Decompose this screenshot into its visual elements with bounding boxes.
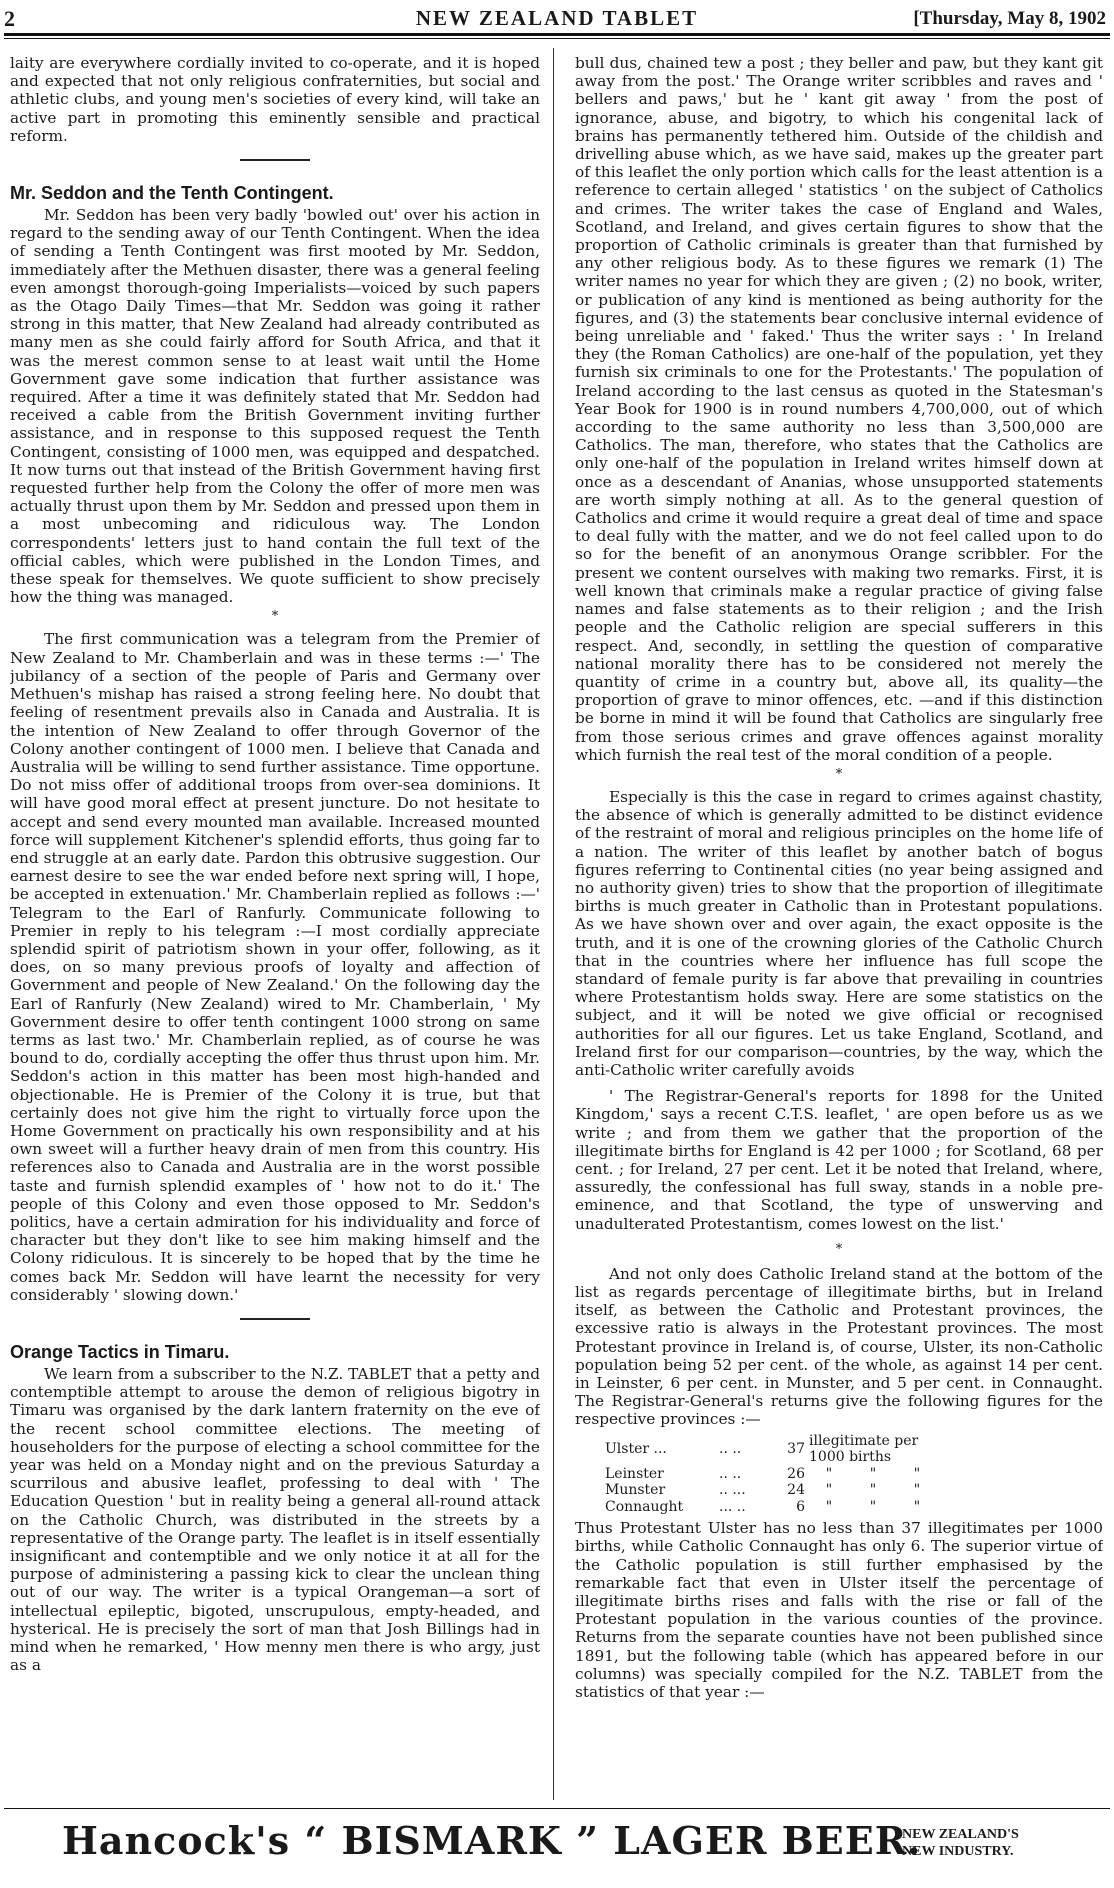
heading-orange-tactics: Orange Tactics in Timaru. [10,1342,230,1362]
value-cell: 6 [796,1498,805,1515]
advertisement-line-2: NEW INDUSTRY. [902,1844,1014,1859]
chastity-paragraph: Especially is this the case in regard to crimes against chastity, the absence of which is generally admitted to be distinct evidence of the restraint of moral and religious principles on the home life of a nation. The writer of this leaflet by another batch of bogus figures referring to Continental cities (no year being assigned and no authority given) tries to show that the proportion of illegitimate births is much greater in Catholic than in Protestant populations. As we have shown over and over again, the exact opposite is the truth, and it is one of the crowning glories of the Catholic Church that in the countries where her influence has full scope the standard of female purity is far above that prevailing in countries where Protestantism holds sway. Here are some statistics on the subject, and it will be noted we give official or recognised authorities for all our figures. Let us take England, Scotland, and Ireland first for our comparison—countries, by the way, which the anti-Catholic writer carefully avoids [575,787,1103,1079]
table-row [605,1482,941,1499]
footer-rule [4,1808,1110,1809]
header-rule [4,33,1110,36]
advertisement-tagline [902,1826,1019,1860]
value-cell: 24 [787,1482,805,1499]
ditto-mark: " [869,1482,877,1499]
intro-paragraph: laity are everywhere cordially invited to co-operate, and it is hoped and expected that not only religious confraternities, but social and athletic clubs, and young men's societies of every kind, will take an active part in promoting this eminently sensible and practical reform. [10,54,540,145]
seddon-paragraph-2: The first communication was a telegram from the Premier of New Zealand to Mr. Chamberlain and was in these terms :—' The jubilancy of a section of the people of Paris and Germany over Methuen's mishap has raised a strong feeling here. No doubt that feeling of resentment prevails also in Canada and Australia. It is the intention of New Zealand to offer through Governor of the Colony another contingent of 1000 men. I believe that Canada and Australia will be willing to send further assistance. Time opportune. Do not miss offer of additional troops from over-sea dominions. It will have good moral effect at present juncture. Do not hesitate to accept and send every mounted man available. Increased mounted force will supplement Kitchener's splendid efforts, thus going far to end struggle at an early date. Pardon this obtrusive suggestion. Our earnest desire to see the war ended before next spring will, I hope, be accepted in extenuation.' Mr. Chamberlain replied as follows :—' Telegram to the Earl of Ranfurly. Communicate following to Premier in reply to his telegram :—I most cordially appreciate splendid spirit of patriotism shown in your offer, following, as it does, on so many previous proofs of loyalty and affection of Government and people of New Zealand.' On the following day the Earl of Ranfurly (New Zealand) wired to Mr. Chamberlain, ' My Government desire to offer tenth contingent 1000 strong on same terms as last two.' Mr. Chamberlain replied, as of course he was bound to do, cordially accepting the offer thus thrust upon him. Mr. Seddon's action in this matter has been most high-handed and objectionable. He is Premier of the Colony it is true, but that certainly does not give him the right to virtually force upon the Home Government on practically his own responsibility and at his own sweet will a further heavy drain of men from this country. His references also to Canada and Australia are in the worst possible taste and furnish splendid examples of ' how not to do it.' The people of this Colony and even those opposed to Mr. Seddon's politics, have a certain admiration for his individuality and force of character but they don't like to see him making himself and the Colony ridiculous. It is sincerely to be hoped that by the time he comes back Mr. Seddon will have learnt the necessity for very considerably ' slowing down.' [10,630,540,1304]
asterism: * [835,1241,843,1257]
province-cell: Ulster ... [605,1440,667,1457]
province-cell: Munster [605,1482,666,1499]
value-cell: 26 [787,1465,805,1482]
heading-seddon: Mr. Seddon and the Tenth Contingent. [10,183,334,204]
illegitimacy-table [605,1433,941,1516]
header-rule-thin [4,38,1110,39]
section-rule [240,159,310,161]
column-divider [553,48,554,1800]
province-cell: Leinster [605,1465,664,1482]
orange-paragraph-continued: bull dus, chained tew a post ; they beller and paw, but they kant git away from the post.' The Orange writer scribbles and raves and ' bellers and paws,' but he ' kant git away ' from the post of ignorance, abuse, and bigotry, to which his congenital lack of brains has permanently tethered him. Outside of the childish and drivelling abuse which, as we have said, makes up the greater part of this leaflet the only portion which calls for the least attention is a reference to certain alleged ' statistics ' on the subject of Catholics and crimes. The writer takes the case of England and Wales, Scotland, and Ireland, and gives certain figures to show that the proportion of Catholic criminals is greater than that furnished by any other religious body. As to these figures we remark (1) The writer names no year for which they are given ; (2) no book, writer, or publication of any kind is mentioned as being authority for the figures, and (3) the statements bear conclusive internal evidence of being unreliable and ' faked.' Thus the writer says : ' In Ireland they (the Roman Catholics) are one-half of the population, yet they furnish six criminals to one for the Protestants.' The population of Ireland according to the last census as quoted in the Statesman's Year Book for 1900 is in round numbers 4,700,000, out of which according to the same authority no less than 3,500,000 are Catholics. The man, therefore, who states that the Catholics are only one-half of the population in Ireland writes himself down at once as a descendant of Ananias, whose unsupported statements are worth simply nothing at all. As to the general question of Catholics and crime it would require a great deal of time and space to deal fully with the matter, and we do not feel called upon to do so for the benefit of an anonymous Orange scribbler. For the present we content ourselves with making two remarks. First, it is well known that criminals make a regular practice of giving false names and false statements as to their religion ; and the Irish people and the Catholic religion are special sufferers in this respect. And, secondly, in settling the question of comparative national morality there has to be considered not merely the quantity of crime in a country but, above all, its quality—the proportion of grave to minor offences, etc. —and if this distinction be borne in mind it will be found that Catholics are singularly free from those serious crimes and grave offences against morality which furnish the real test of the moral condition of a people. [575,54,1103,764]
registrar-quote-paragraph: ' The Registrar-General's reports for 1898 for the United Kingdom,' says a recent C.T.S. leaflet, ' are open before us as we write ; and from them we gather that the proportion of the illegitimate births for England is 42 per 1000 ; for Scotland, 68 per cent. ; for Ireland, 27 per cent. Let it be noted that Ireland, where, assuredly, the confessional has full sway, stands in a noble pre-eminence, and that Scotland, the type of unswerving and unadulterated Protestantism, comes lowest on the list.' [575,1087,1103,1233]
ditto-mark: " [825,1498,833,1515]
ulster-counties-paragraph: Thus Protestant Ulster has no less than 37 illegitimates per 1000 births, while Catholic Connaught has only 6. The superior virtue of the Catholic population is still further emphasised by the remarkable fact that even in Ulster itself the percentage of illegitimate births rises and falls with the rise or fall of the Protestant population in the various counties of the province. Returns from the separate counties have not been published since 1891, but the following table (which has appeared before in our columns) was specially compiled for the N.Z. TABLET from the statistics of that year :— [575,1519,1103,1701]
leader-dots: ... .. [719,1498,746,1515]
ditto-mark: " [913,1482,921,1499]
masthead-title: NEW ZEALAND TABLET [415,6,699,30]
ditto-mark: " [869,1498,877,1515]
section-rule [240,1318,310,1320]
left-column [10,54,540,1794]
ditto-mark: " [913,1465,921,1482]
leader-dots: .. ... [719,1482,746,1499]
value-cell: 37 [787,1440,805,1457]
table-row [605,1499,941,1516]
seddon-paragraph-1: Mr. Seddon has been very badly 'bowled out' over his action in regard to the sending away of our Tenth Contingent. When the idea of sending a Tenth Contingent was first mooted by Mr. Seddon, immediately after the Methuen disaster, there was a general feeling even amongst thorough-going Imperialists—voiced by such papers as the Otago Daily Times—that Mr. Seddon was going it rather strong in this matter, that New Zealand had already contributed as many men as she could fairly afford for South Africa, and that it was the merest common sense to at least wait until the Home Government gave some indication that further assistance was required. After a time it was definitely stated that Mr. Seddon had received a cable from the British Government inviting further assistance, and in response to this supposed request the Tenth Contingent, consisting of 1000 men, was equipped and despatched. It now turns out that instead of the British Government having first requested further help from the Colony the offer of more men was actually thrust upon them by Mr. Seddon and pressed upon them in a most unbecoming and ridiculous way. The London correspondents' letters just to hand contain the full text of the official cables, which were published in the London Times, and these speak for themselves. We quote sufficient to show precisely how the thing was managed. [10,206,540,607]
advertisement-line-1: NEW ZEALAND'S [902,1827,1019,1842]
ditto-mark: " [869,1465,877,1482]
right-column [575,54,1103,1794]
leader-dots: .. .. [719,1440,742,1457]
ditto-mark: " [913,1498,921,1515]
ditto-mark: " [825,1465,833,1482]
table-row [605,1433,941,1466]
leader-dots: .. .. [719,1465,742,1482]
ireland-provinces-paragraph: And not only does Catholic Ireland stand at the bottom of the list as regards percentage of illegitimate births, but in Ireland itself, as between the Catholic and Protestant provinces, the excessive ratio is always in the Protestant provinces. The most Protestant province in Ireland is, of course, Ulster, its non-Catholic population being 52 per cent. of the whole, as against 14 per cent. in Leinster, 6 per cent. in Munster, and 5 per cent. in Connaught. The Registrar-General's returns give the following figures for the respective provinces :— [575,1264,1103,1429]
asterism: * [271,609,279,625]
asterism: * [835,766,843,782]
issue-date: [Thursday, May 8, 1902 [913,8,1106,29]
province-cell: Connaught [605,1498,684,1515]
ditto-mark: " [825,1482,833,1499]
page-number: 2 [4,6,15,31]
advertisement-title: Hancock's “ BISMARK ” LAGER BEER. [62,1818,922,1863]
unit-label: illegitimate per 1000 births [809,1432,919,1466]
orange-paragraph-1: We learn from a subscriber to the N.Z. TABLET that a petty and contemptible attempt to arouse the demon of religious bigotry in Timaru was organised by the dark lantern fraternity on the eve of the recent school committee elections. The meeting of householders for the purpose of electing a school committee for the year was held on a Monday night and on the previous Saturday a scurrilous and abusive leaflet, professing to deal with ' The Education Question ' but in reality being a general all-round attack on the Catholic Church, was distributed in the streets by a representative of the Orange party. The leaflet is in itself essentially insignificant and contemptible and we only notice it at all for the purpose of administering a passing kick to clear the unclean thing out of our way. The writer is a typical Orangeman—a sort of intellectual epileptic, bigoted, unscrupulous, empty-headed, and hysterical. He is precisely the sort of man that Josh Billings had in mind when he remarked, ' How menny men there is who argy, just as a [10,1365,540,1675]
table-row [605,1466,941,1483]
